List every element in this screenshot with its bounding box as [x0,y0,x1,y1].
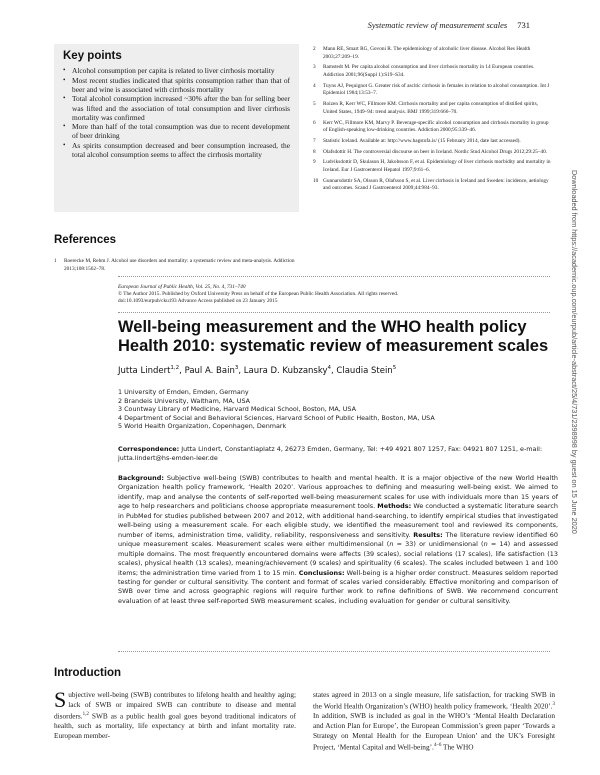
reference-item: 5 Roizen R, Kerr WC, Fillmore KM. Cirrhosis mortality and per capita consumption of distilled spirits, United States, 1949–94: trend analysis. BMJ 1999;319:666–70. [313,101,538,115]
bullet-icon: • [63,141,66,150]
reference-item: 3 Ramstedt M. Per capita alcohol consumption and liver cirrhosis mortality in 14 European countries. Addiction 2001;96(Suppl 1):S19–S34. [313,64,535,78]
reference-item: 6 Kerr WC, Fillmore KM, Marvy P. Beverage-specific alcohol consumption and cirrhosis mortality in group of English-speaking low-drinking countries. Addiction 2000;95:339–46. [313,119,549,134]
abstract: Background: Subjective well-being (SWB) contributes to health and mental health. It is a major objective of the new World Health Organization health policy framework, ‘Health 2020’. Various approaches to defining and measuring well-being exist. We aimed to identify, map and analyse the contents of self-reported well-being measurement scales for use with individuals more than 15 years of age to help researchers and politicians choose appropriate measurement tools. Methods: We conducted a systematic literature search in PubMed for studies published between 2007 and 2012, with additional hand-searching, to identify empirical studies that investigated well-being using a measurement scale. For each eligible study, we identified the measurement tool and reviewed its components, number of items, administration time, validity, reliability, responsiveness and sensitivity. Results: The literature review identified 60 unique measurement scales. Measurement scales were either multidimensional (n = 33) or unidimensional (n = 14) and assessed multiple domains. The most frequently encountered domains were affects (39 scales), social relations (17 scales), life satisfaction (13 scales), physical health (13 scales), meaning/achievement (9 scales) and spirituality (6 scales). The scales included between 1 and 100 items; the administration time varied from 1 to 15 min. Conclusions: Well-being is a higher order construct. Measures seldom reported testing for gender or cultural sensitivity. The content and format of scales varied considerably. Effective monitoring and comparison of SWB over time and across geographic regions will require further work to refine definitions of SWB. We recommend concurrent evaluation of at least three self-reported SWB measurement scales, including evaluation for gender or cultural sensitivity. [118,474,559,605]
abstract-methods: We conducted a systematic literature search in PubMed for studies published between 2007 and 2012, with additional hand-searching, to identify empirical studies that investigated well-being using a measurement scale. For each eligible study, we identified the measurement tool and reviewed its components, number of items, administration time, validity, reliability, responsiveness and sensitivity. [118,502,559,539]
drop-cap: S [54,687,67,712]
author-affiliation-marker: 4 [327,365,332,371]
bullet-icon: • [63,122,66,131]
author-name: Laura D. Kubzansky [243,365,328,376]
bullet-icon: • [63,94,66,103]
reference-item: 7 Statistic Iceland. Available at: http://www.hagstofa.is/ (15 February 2014, date last accessed). [313,137,521,144]
references-heading: References [54,234,117,246]
introduction-left-column: Subjective well-being (SWB) contributes to lifelong health and healthy aging; lack of SWB or impaired SWB can contribute to disease and mental disorders.$^{1,2}$ SWB as a public health goal goes beyond traditional indicators of health, such as mortality, life expectancy at birth and infant mortality rate. European member- [54,687,296,741]
reference-item: 10 Gunnarsdottir SA, Olsson R, Olafsson S, et al. Liver cirrhosis in Iceland and Sweden: incidence, aetiology and outcomes. Scand J Gastroenterol 2009;44:984–93. [313,177,549,192]
abstract-background: Subjective well-being (SWB) contributes to health and mental health. It is a major objective of the new World Health Organization health policy framework, ‘Health 2020’. Various approaches to defining and measuring well-being exist. We aimed to identify, map and analyse the contents of self-reported well-being measurement scales for use with individuals more than 15 years of age to help researchers and politicians choose appropriate measurement tools. [118,474,559,511]
affiliation-line: 2 Brandeis University, Waltham, MA, USA [118,396,251,405]
journal-info [118,284,558,306]
affiliation-line: 5 World Health Organization, Copenhagen, Denmark [118,422,287,431]
introduction-right-column: states agreed in 2013 on a single measure, life satisfaction, for tracking SWB in the World Health Organization’s (WHO) health policy framework, ‘Health 2020’.$^3$ In addition, SWB is included as goal in the WHO’s ‘Mental Health Declaration and Action Plan for Europe’, the European Commission’s green paper ‘Towards a Strategy on Mental Health for the European Union’ and the UK’s Foresight Project, ‘Mental Capital and Well-being’.$^{4-6}$ The WHO [313,690,555,752]
abstract-conclusions: Well-being is a higher order construct. Measures seldom reported testing for gender or cultural sensitivity. The content and format of scales varied considerably. Effective monitoring and comparison of SWB over time and across geographic regions will require further work to refine definitions of SWB. We recommend concurrent evaluation of at least three self-reported SWB measurement scales, including evaluation for gender or cultural sensitivity. [118,568,559,605]
bullet-icon: • [63,66,66,74]
section-divider [118,276,550,277]
copyright-line: © The Author 2015. Published by Oxford University Press on behalf of the European Public Health Association. All rights reserved. [118,291,399,298]
section-divider [118,312,550,313]
page-number: 731 [517,20,530,30]
doi-line: doi:10.1093/eurpub/cku193 Advance Access published on 23 January 2015 [118,298,278,305]
author-name: Paul A. Bain [184,365,235,376]
bullet-icon: • [63,75,66,84]
download-side-note [572,170,586,730]
affiliations [118,388,435,431]
key-point-item: • More than half of the total consumption was due to recent development of beer drinking [63,122,290,141]
references-left-column [54,258,300,276]
key-points-title: Key points [63,50,122,62]
reference-item: 9 Ludviksdottir D, Skulason H, Jakobsson F, et al. Epidemiology of liver cirrhosis morbidity and mortality in Iceland. Eur J Gastroenterol Hepatol 1997;9:61–6. [313,159,551,174]
correspondence [118,445,558,463]
key-point-item: • As spirits consumption decreased and beer consumption increased, the total alcohol consumption seems to affect the cirrhosis mortality [63,141,290,160]
key-points-list [63,66,290,159]
section-divider [118,651,550,652]
author-list: Jutta Lindert$^{1,2}$, Paul A. Bain$^3$, Laura D. Kubzansky$^4$, Claudia Stein$^5$ [118,365,397,376]
key-point-item: • Most recent studies indicated that spirits consumption rather than that of beer and wine is associated with cirrhosis mortality [63,75,290,94]
running-title: Systematic review of measurement scales [367,20,508,30]
abstract-results-label: Results: [413,530,443,539]
affiliation-line: 3 Countway Library of Medicine, Harvard Medical School, Boston, MA, USA [118,405,356,414]
abstract-conclusions-label: Conclusions: [298,568,345,577]
affiliation-line: 4 Department of Social and Behavioral Sciences, Harvard School of Public Health, Boston, MA, USA [118,413,435,422]
author-name: Claudia Stein [336,365,393,376]
journal-citation: European Journal of Public Health, Vol. 25, No. 4, 731–740 [118,284,246,290]
affiliation-line: 1 University of Emden, Emden, Germany [118,388,249,396]
key-point-item: • Total alcohol consumption increased ~30% after the ban for selling beer was lifted and the association of total consumption and liver cirrhosis mortality was confirmed [63,94,290,122]
correspondence-text: Jutta Lindert, Constantiaplatz 4, 26273 Emden, Germany, Tel: +49 4921 807 1257, Fax: 04921 807 1251, e-mail: jutta.lindert@hs-emden-leer.de [118,445,543,462]
article-title: Well-being measurement and the WHO health policy Health 2010: systematic review of measurement scales [118,318,549,355]
reference-item: 1 Roerecke M, Rehm J. Alcohol use disorders and mortality: a systematic review and meta-analysis. Addiction 2013;108:1562–78. [54,258,295,272]
introduction-heading: Introduction [54,667,122,679]
download-note-text[interactable]: Downloaded from https://academic.oup.com/eurpub/article-abstract/25/4/731/2398998 by guest on 15 June 2020 [570,170,579,534]
author-name: Jutta Lindert [118,365,171,376]
key-points-box [54,44,299,212]
author-affiliation-marker: 5 [392,365,397,371]
abstract-methods-label: Methods: [377,502,412,511]
author-affiliation-marker: 3 [234,365,239,371]
key-point-item: • Alcohol consumption per capita is related to liver cirrhosis mortality [63,66,275,75]
abstract-results: The literature review identified 60 unique measurement scales. Measurement scales were either multidimensional ( [118,530,558,549]
running-header [368,20,530,30]
reference-item: 4 Tuyns AJ, Pequignot G. Greater risk of ascitic cirrhosis in females in relation to alcohol consumption. Int J Epidemiol 1984;13:53–7. [313,82,550,97]
author-affiliation-marker: 1,2 [170,365,180,371]
references-right-column [313,46,553,196]
reference-item: 8 Olafsdottir H. The controversial discourse on beer in Iceland. Nordic Stud Alcohol Drugs 2012;29:25–40. [313,148,548,155]
reference-item: 2 Mann RE, Smart RG, Govoni R. The epidemiology of alcoholic liver disease. Alcohol Res Health 2003;27:209–19. [313,46,531,60]
abstract-background-label: Background: [118,474,164,482]
correspondence-label: Correspondence: [118,445,180,453]
